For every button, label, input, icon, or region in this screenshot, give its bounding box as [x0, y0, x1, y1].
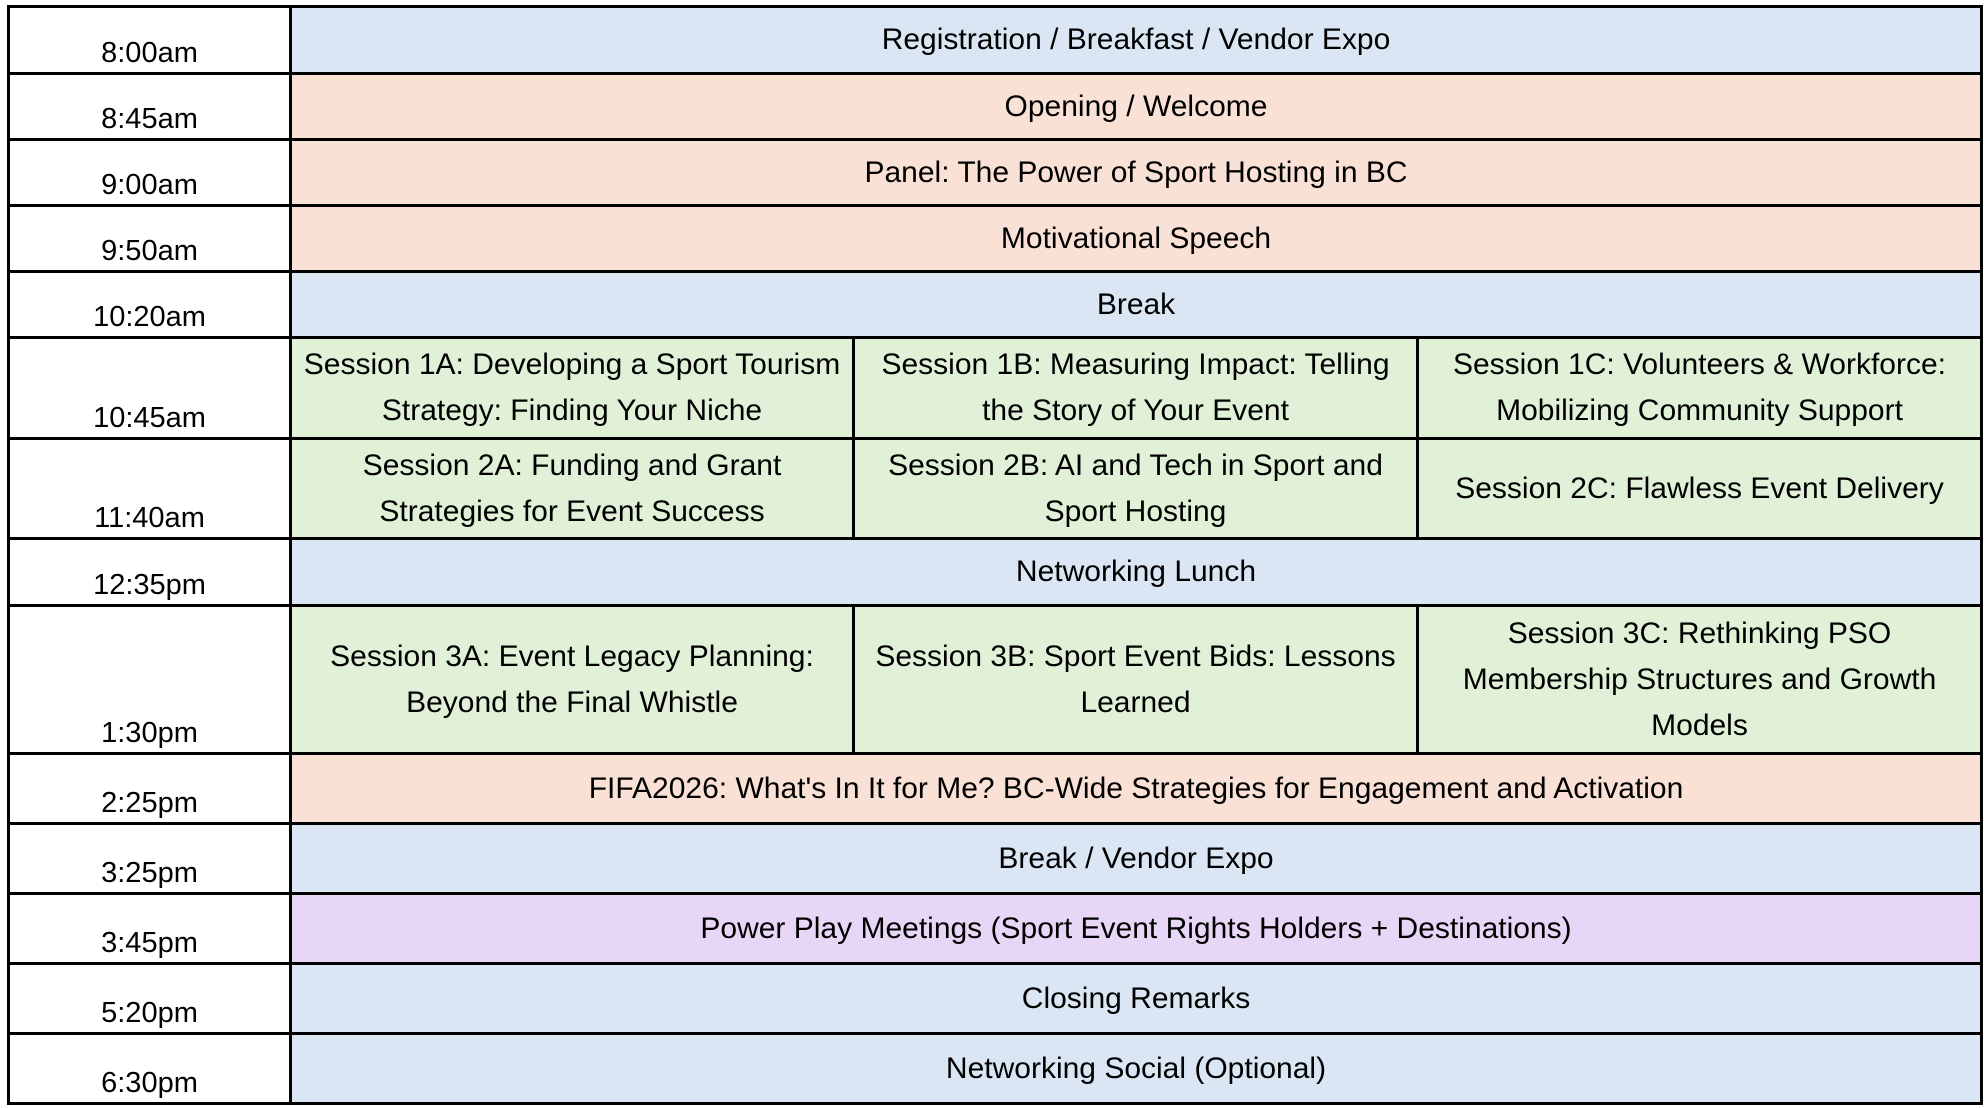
- session-1a: Session 1A: Developing a Sport Tourism Strategy: Finding Your Niche: [291, 338, 854, 439]
- session-2b: Session 2B: AI and Tech in Sport and Sport Hosting: [854, 439, 1418, 539]
- time-cell: 10:20am: [9, 272, 291, 338]
- time-cell: 12:35pm: [9, 539, 291, 606]
- session-2c: Session 2C: Flawless Event Delivery: [1418, 439, 1982, 539]
- time-cell: 11:40am: [9, 439, 291, 539]
- schedule-row-1525: [9, 824, 1982, 894]
- event-power-play-meetings: Power Play Meetings (Sport Event Rights Holders + Destinations): [291, 894, 1982, 964]
- event-fifa2026: FIFA2026: What's In It for Me? BC-Wide Strategies for Engagement and Activation: [291, 754, 1982, 824]
- time-cell: 8:00am: [9, 7, 291, 74]
- schedule-row-1235: [9, 539, 1982, 606]
- event-motivational-speech: Motivational Speech: [291, 206, 1982, 272]
- schedule-row-1330: [9, 606, 1982, 754]
- session-1b: Session 1B: Measuring Impact: Telling the Story of Your Event: [854, 338, 1418, 439]
- schedule-table: [7, 5, 1983, 1105]
- event-opening: Opening / Welcome: [291, 74, 1982, 140]
- schedule-row-0845: [9, 74, 1982, 140]
- session-1c: Session 1C: Volunteers & Workforce: Mobilizing Community Support: [1418, 338, 1982, 439]
- time-cell: 3:25pm: [9, 824, 291, 894]
- session-2a: Session 2A: Funding and Grant Strategies for Event Success: [291, 439, 854, 539]
- schedule-row-1830: [9, 1034, 1982, 1104]
- time-cell: 1:30pm: [9, 606, 291, 754]
- time-cell: 2:25pm: [9, 754, 291, 824]
- schedule-row-1140: [9, 439, 1982, 539]
- schedule-row-0900: [9, 140, 1982, 206]
- schedule-row-1545: [9, 894, 1982, 964]
- session-3a: Session 3A: Event Legacy Planning: Beyond the Final Whistle: [291, 606, 854, 754]
- schedule-row-0950: [9, 206, 1982, 272]
- event-networking-social: Networking Social (Optional): [291, 1034, 1982, 1104]
- event-break-vendor-expo: Break / Vendor Expo: [291, 824, 1982, 894]
- schedule-row-1020: [9, 272, 1982, 338]
- time-cell: 6:30pm: [9, 1034, 291, 1104]
- schedule-row-1425: [9, 754, 1982, 824]
- session-3c: Session 3C: Rethinking PSO Membership Structures and Growth Models: [1418, 606, 1982, 754]
- time-cell: 8:45am: [9, 74, 291, 140]
- time-cell: 5:20pm: [9, 964, 291, 1034]
- event-panel: Panel: The Power of Sport Hosting in BC: [291, 140, 1982, 206]
- time-cell: 10:45am: [9, 338, 291, 439]
- schedule-row-0800: [9, 7, 1982, 74]
- time-cell: 9:00am: [9, 140, 291, 206]
- schedule-row-1720: [9, 964, 1982, 1034]
- event-break: Break: [291, 272, 1982, 338]
- event-closing-remarks: Closing Remarks: [291, 964, 1982, 1034]
- schedule-row-1045: [9, 338, 1982, 439]
- event-networking-lunch: Networking Lunch: [291, 539, 1982, 606]
- time-cell: 9:50am: [9, 206, 291, 272]
- session-3b: Session 3B: Sport Event Bids: Lessons Learned: [854, 606, 1418, 754]
- event-registration: Registration / Breakfast / Vendor Expo: [291, 7, 1982, 74]
- time-cell: 3:45pm: [9, 894, 291, 964]
